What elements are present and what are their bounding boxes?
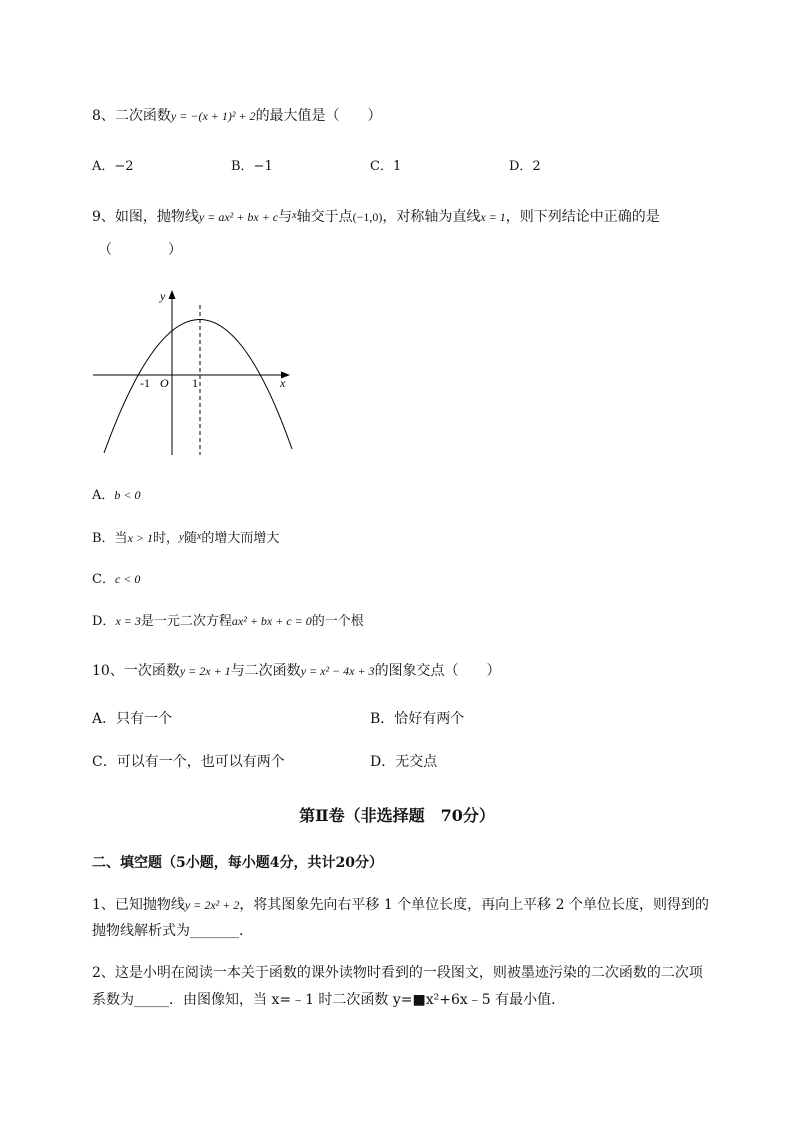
q10-option-c: C．可以有一个，也可以有两个 [92, 754, 285, 770]
q9-option-b-expr: x > 1 [127, 531, 153, 545]
q10-expression-quadratic: y = x² − 4x + 3 [300, 664, 375, 678]
q9-option-a [92, 485, 141, 506]
one-label: 1 [192, 376, 198, 390]
q9-stem [92, 206, 660, 227]
q10-expression-linear: y = 2x + 1 [179, 664, 231, 678]
q9-option-a-label: A． [92, 488, 115, 503]
q8-stem [92, 106, 382, 126]
q9-point: (−1,0) [352, 210, 383, 224]
q9-option-d-text1: 是一元二次方程 [140, 614, 232, 629]
q8-expression: y = −(x + 1)² + 2 [170, 109, 256, 123]
q9-option-b-text1: 时， [153, 531, 180, 546]
q9-option-c-expr: c < 0 [114, 572, 141, 586]
neg-one-label: -1 [140, 376, 150, 390]
section-2-title: 第Ⅱ卷（非选择题 70分） [299, 806, 495, 825]
q9-suffix: ，则下列结论中正确的是 [505, 209, 660, 225]
q9-prefix: 9、如图，抛物线 [92, 209, 199, 225]
fill-2-line1: 2、这是小明在阅读一本关于函数的课外读物时看到的一段图文，则被墨迹污染的二次函数的二次项 [92, 965, 703, 981]
q9-mid1: 与 [278, 209, 293, 225]
q8-option-d: D．2 [509, 159, 541, 174]
q8-option-b: B．−1 [231, 159, 273, 174]
q9-option-b-y: y [179, 531, 184, 543]
q9-expression: y = ax² + bx + c [198, 210, 279, 224]
q10-prefix: 10、一次函数 [92, 663, 180, 679]
fill-1-line2: 抛物线解析式为_______. [92, 923, 244, 939]
q9-option-a-expr: b < 0 [114, 488, 141, 502]
q9-option-b-text2: 随 [183, 531, 197, 546]
q9-mid3: ，对称轴为直线 [382, 209, 481, 225]
q10-stem [92, 661, 501, 681]
q10-suffix: 的图象交点（ ） [374, 663, 501, 679]
q10-mid: 与二次函数 [230, 663, 301, 679]
q9-option-b-text3: 的增大而增大 [201, 531, 280, 546]
q9-option-b-x: x [196, 531, 202, 542]
fill-1-line1 [92, 895, 709, 915]
parabola-curve [104, 319, 292, 453]
q8-suffix: 的最大值是（ ） [255, 108, 382, 124]
fill-1-prefix: 1、已知抛物线 [92, 897, 185, 913]
q9-option-c [92, 569, 140, 590]
q8-option-a: A．−2 [92, 159, 134, 174]
q9-axis: x = 1 [480, 210, 506, 224]
fill-1-expression: y = 2x² + 2 [184, 898, 240, 912]
y-axis-arrow [169, 290, 176, 299]
y-axis-label: y [160, 289, 166, 303]
q9-answer-paren: （ ） [98, 242, 182, 258]
q9-option-c-label: C． [92, 572, 115, 587]
q10-option-a: A．只有一个 [92, 711, 173, 727]
q9-option-d-label: D． [92, 614, 116, 629]
q9-parabola-graph [88, 283, 308, 463]
fill-2-line2: 系数为_____．由图像知，当 x=﹣1 时二次函数 y=■x²+6x﹣5 有最小值． [92, 992, 566, 1008]
q10-option-d: D．无交点 [370, 754, 438, 770]
q10-option-b: B．恰好有两个 [370, 711, 465, 727]
section-2-subtitle: 二、填空题（5小题，每小题4分，共计20分） [92, 855, 383, 871]
q8-prefix: 8、二次函数 [92, 108, 171, 124]
fill-1-suffix: ，将其图象先向右平移 1 个单位长度，再向上平移 2 个单位长度，则得到的 [239, 897, 709, 913]
x-axis-label: x [280, 376, 286, 390]
q9-option-d [92, 611, 364, 632]
q9-option-b-label: B．当 [92, 531, 128, 546]
q9-x-var: x [292, 210, 297, 221]
origin-label: O [160, 376, 169, 390]
q9-option-d-expr2: ax² + bx + c = 0 [231, 614, 312, 628]
q8-option-c: C．1 [370, 159, 402, 174]
q9-option-d-text2: 的一个根 [311, 614, 364, 629]
q9-option-d-expr1: x = 3 [115, 614, 141, 628]
q9-mid2: 轴交于点 [296, 209, 353, 225]
q9-option-b [92, 527, 279, 549]
